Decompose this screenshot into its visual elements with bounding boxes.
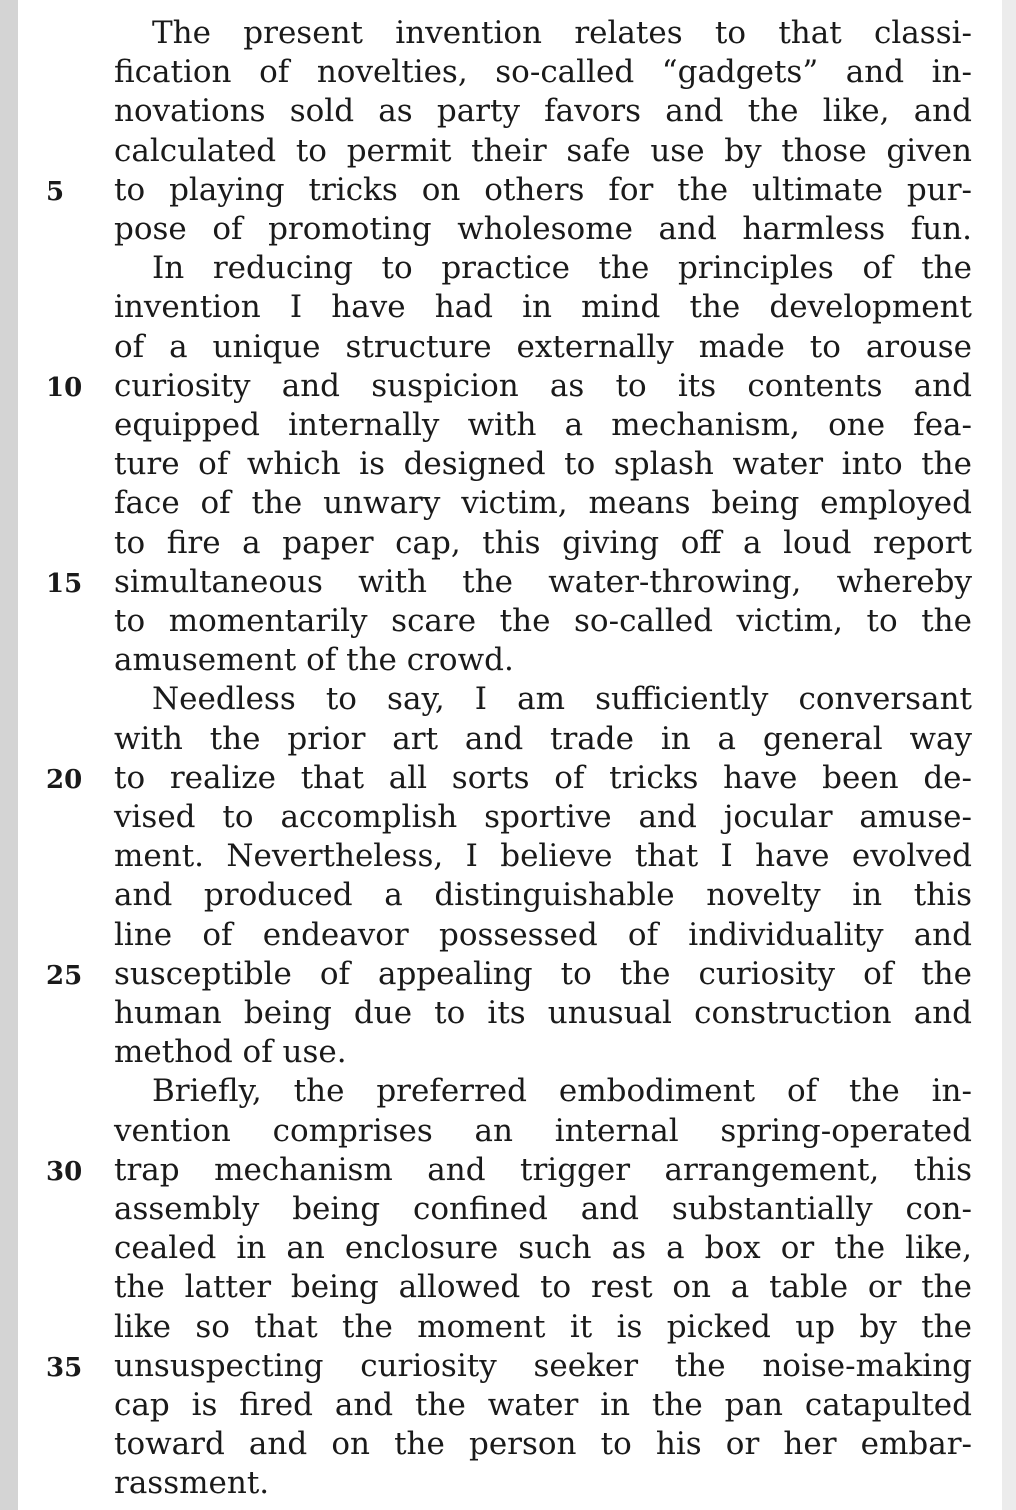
text-line: fication of novelties, so-called “gadgets” and in- [114, 54, 972, 91]
text-line: The present invention relates to that classi- [152, 15, 972, 51]
text-line: Briefly, the preferred embodiment of the in- [152, 1073, 972, 1110]
text-line: amusement of the crowd. [114, 642, 514, 679]
text-line: assembly being confined and substantially con- [114, 1191, 972, 1227]
text-line: cap is fired and the water in the pan catapulted [114, 1387, 972, 1423]
text-line: In reducing to practice the principles of the [152, 250, 972, 287]
text-line: face of the unwary victim, means being employed [114, 485, 972, 522]
line-number: 10 [46, 372, 83, 403]
text-line: to realize that all sorts of tricks have been de- [114, 759, 972, 796]
line-number: 30 [46, 1156, 83, 1187]
text-line: cealed in an enclosure such as a box or the like, [114, 1230, 972, 1267]
text-line: pose of promoting wholesome and harmless fun. [114, 211, 972, 247]
text-line: human being due to its unusual construction and [114, 995, 972, 1031]
text-line: Needless to say, I am sufficiently conversant [152, 681, 972, 718]
text-line: the latter being allowed to rest on a table or the [114, 1269, 972, 1306]
text-line: curiosity and suspicion as to its contents and [114, 367, 972, 404]
text-line: ment. Nevertheless, I believe that I have evolved [114, 838, 972, 875]
text-line: equipped internally with a mechanism, one fea- [114, 407, 972, 443]
text-line: calculated to permit their safe use by those given [114, 132, 972, 169]
line-number: 5 [46, 176, 65, 207]
text-line: with the prior art and trade in a general way [114, 720, 972, 757]
text-line: vised to accomplish sportive and jocular amuse- [114, 799, 972, 835]
text-line: trap mechanism and trigger arrangement, this [114, 1151, 972, 1188]
text-line: rassment. [114, 1465, 270, 1502]
text-line: to momentarily scare the so-called victim, to the [114, 603, 972, 639]
text-line: vention comprises an internal spring-operated [114, 1112, 972, 1149]
line-number: 25 [46, 960, 83, 991]
text-line: of a unique structure externally made to arouse [114, 328, 972, 365]
text-line: to fire a paper cap, this giving off a loud report [114, 524, 972, 561]
line-number: 15 [46, 568, 83, 599]
text-line: simultaneous with the water-throwing, whereby [114, 563, 972, 600]
text-line: like so that the moment it is picked up by the [114, 1308, 972, 1345]
text-line: invention I have had in mind the development [114, 289, 972, 326]
text-line: novations sold as party favors and the like, and [114, 93, 972, 130]
text-line: line of endeavor possessed of individuality and [114, 916, 972, 953]
text-line: to playing tricks on others for the ultimate pur- [114, 171, 972, 208]
text-line: susceptible of appealing to the curiosity of the [114, 955, 972, 992]
line-number: 35 [46, 1352, 83, 1383]
text-line: unsuspecting curiosity seeker the noise-making [114, 1347, 972, 1384]
text-line: method of use. [114, 1034, 347, 1071]
line-number: 20 [46, 764, 83, 795]
text-line: toward and on the person to his or her embar- [114, 1426, 972, 1463]
text-line: ture of which is designed to splash water into the [114, 446, 972, 483]
text-line: and produced a distinguishable novelty in this [114, 877, 972, 914]
